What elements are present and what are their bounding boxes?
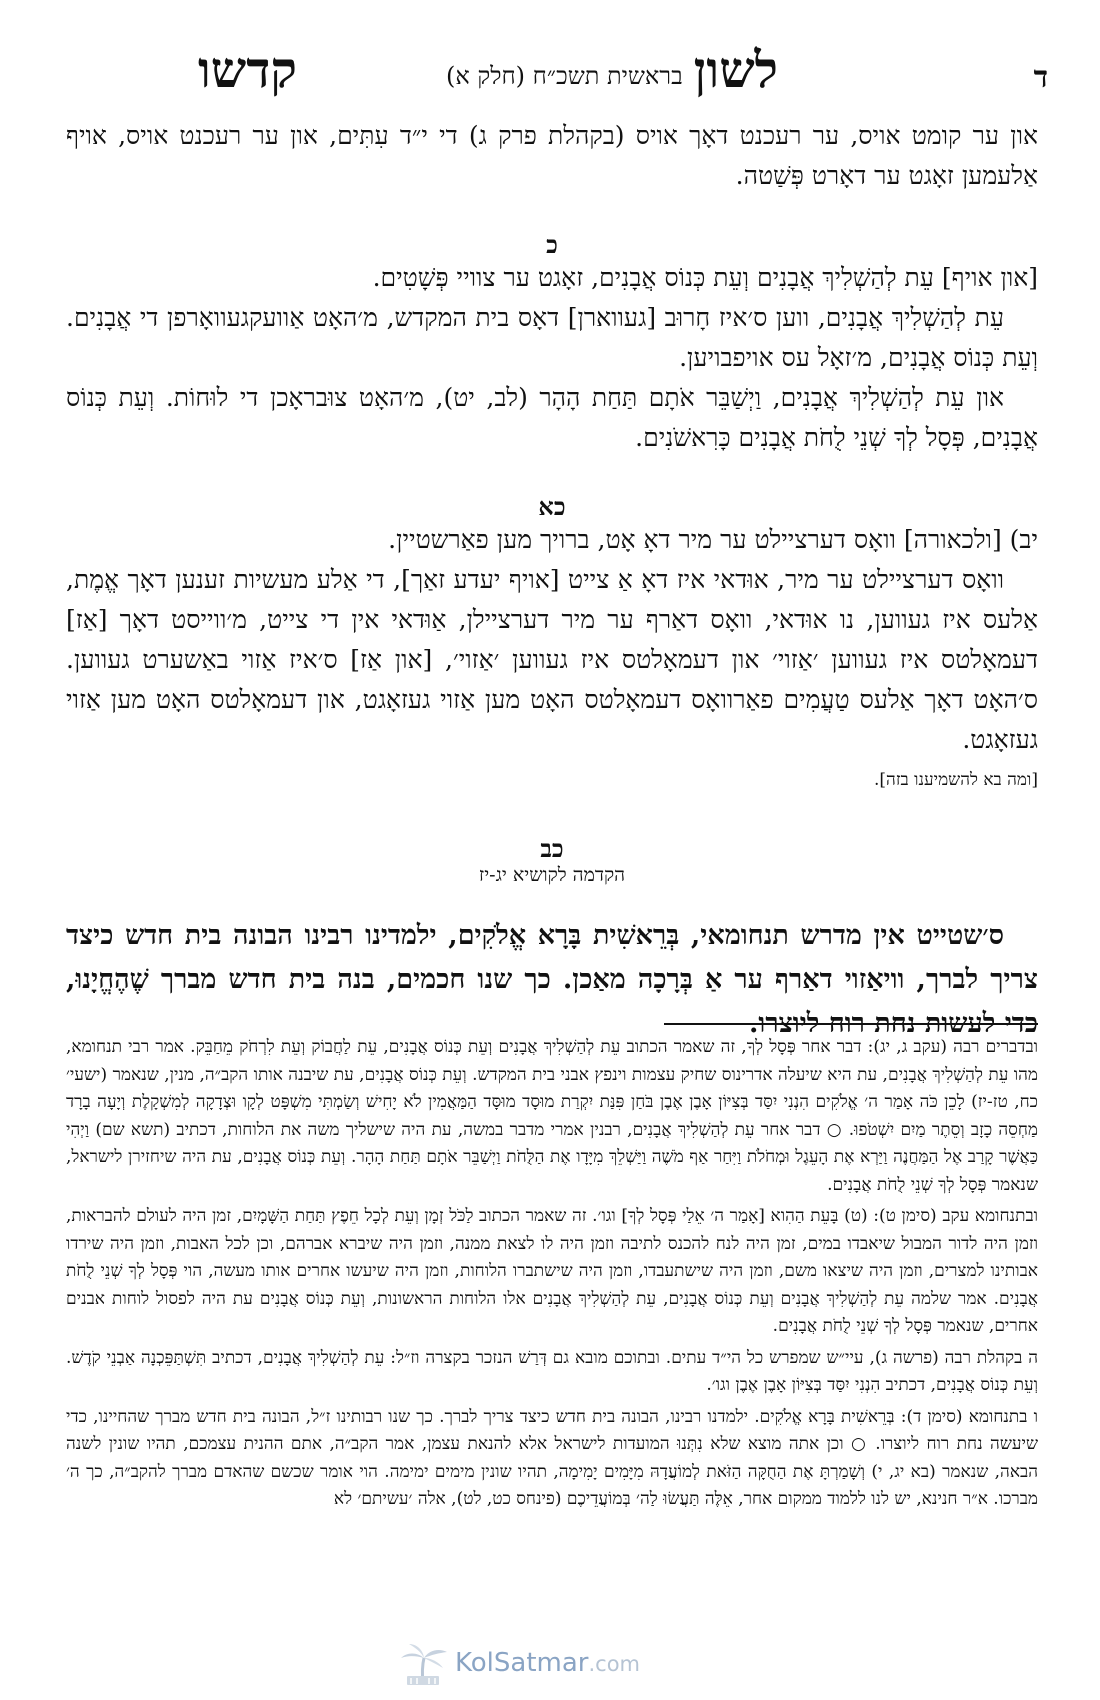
paragraph: [און אויף] עֵת לְהַשְׁלִיךְ אֲבָנִים וְעֵת כְּנוֹס אֲבָנִים, זאָגט ער צוויי פְּשָׁטִים. — [372, 263, 1038, 292]
footnote: ובתנחומא עקב (סימן ט): (ט) בָּעֵת הַהִוא [אָמַר ה׳ אֵלַי פְּסָל לְךָ] וגו׳. זה שאמר הכתוב לַכֹּל זְמָן וְעֵת לְכָל חֵפֶץ תַּחַת הַשָּׁמָיִם, זמן היה לעולם להבראות, וזמן היה לדור המבול שיאבדו במים, זמן היה לנח להכנס לתיבה וזמן היה לו לצאת ממנה, וזמן היה שיברא אברהם, וכן לכל האבות, וזמן היה שירדו אבותינו למצרים, וזמן היה שיצאו משם, וזמן היה שישתעבדו, וזמן היה שישתברו הלוחות, וזמן היה שיעשו אחרים אותו מעשה, הוי פְּסָל לְךָ שְׁנֵי לֻחֹת אֲבָנִים. אמר שלמה עֵת לְהַשְׁלִיךְ אֲבָנִים וְעֵת כְּנוֹס אֲבָנִים, עֵת לְהַשְׁלִיךְ אֲבָנִים אלו הלוחות הראשונות, וְעֵת כְּנוֹס אֲבָנִים עת היה לפסול לוחות אבנים אחרים, שנאמר פְּסָל לְךָ שְׁנֵי לֻחֹת אֲבָנִים. — [66, 1206, 1038, 1336]
footnote: ה בקהלת רבה (פרשה ג), עיי״ש שמפרש כל הי״ד עתים. ובתוכם מובא גם דְּרַשׁ הנזכר בקצרה וז״ל: עֵת לְהַשְׁלִיךְ אֲבָנִים, דכתיב תִּשְׁתַּפֵּכְנָה אַבְנֵי קֹדֶשׁ. וְעֵת כְּנוֹס אֲבָנִים, דכתיב הִנְנִי יִסַּד בְּצִיּוֹן אָבֶן אֶבֶן וגו׳. — [66, 1347, 1038, 1395]
watermark-tld: .com — [588, 1652, 640, 1676]
page-number: ד — [1033, 60, 1048, 95]
palm-tree-icon — [395, 1640, 451, 1688]
paragraph: וואָס דערציילט ער מיר, אוּדאי איז דאָ אַ צייט [אויף יעדע זאַך], די אַלע מעשיות זענען דאָך אֱמֶת, אַלעס איז געווען, נו אוּדאי, וואָס דאַרף ער מיר דערציילן, אַוּדאי אין די צייט, מ׳ווייסט דאָך [אַז] דעמאָלטס איז געווען ׳אַזוי׳ און דעמאָלטס איז געווען ׳אַזוי׳, [און אַז] ס׳איז אַזוי באַשערט געווען. ס׳האָט דאָך אַלעס טַעֲמִים פאַרוואָס דעמאָלטס האָט מען אַזוי געזאָגט, און דעמאָלטס האָט מען אַזוי געזאָגט. — [66, 565, 1038, 754]
footnote: ובדברים רבה (עקב ג, יג): דבר אחר פְּסָל לְךָ, זה שאמר הכתוב עֵת לְהַשְׁלִיךְ אֲבָנִים וְעֵת כְּנוֹס אֲבָנִים, עֵת לַחֲבוֹק וְעֵת לִרְחֹק מֵחַבֵּק. אמר רבי תנחומא, מהו עֵת לְהַשְׁלִיךְ אֲבָנִים, עת היא שיעלה אדרינוס שחיק עצמות וינפץ אבני בית המקדש. וְעֵת כְּנוֹס אֲבָנִים, עת שיבנה אותו הקב״ה, מנין, שנאמר (ישעי׳ כח, טז-יז) לָכֵן כֹּה אָמַר ה׳ אֱלֹקִים הִנְנִי יִסַּד בְּצִיּוֹן אָבֶן אֶבֶן בֹּחַן פִּנַּת יִקְרַת מוּסָד מוּסָּד הַמַּאֲמִין לֹא יָחִישׁ וְשַׂמְתִּי מִשְׁפָּט לְקָו וּצְדָקָה לְמִשְׁקָלֶת וְיָעָה בָרָד מַחְסֵה כָזָב וְסֵתֶר מַיִם יִשְׁטֹפוּ. ○ דבר אחר עֵת לְהַשְׁלִיךְ אֲבָנִים, רבנין אמרי מדבר במשה, עת היה שישליך משה את הלוחות, דכתיב (תשא שם) וַיְהִי כַּאֲשֶׁר קָרַב אֶל הַמַּחֲנֶה וַיַּרְא אֶת הָעֵגֶל וּמְחֹלֹת וַיִּחַר אַף מֹשֶׁה וַיַּשְׁלֵךְ מִיָּדָו אֶת הַלֻּחֹת וַיְשַׁבֵּר אֹתָם תַּחַת הָהָר. וְעֵת כְּנוֹס אֲבָנִים, עת היה שיחזירן לישראל, שנאמר פְּסָל לְךָ שְׁנֵי לֻחֹת אֲבָנִים. — [66, 1037, 1038, 1195]
footnote-divider — [664, 1023, 1038, 1025]
paragraph: יב) [ולכאורה] וואָס דערציילט ער מיר דאָ אָט, ברויך מען פאַרשטיין. — [388, 525, 1038, 554]
watermark — [395, 1640, 655, 1688]
paragraph: און עֵת לְהַשְׁלִיךְ אֲבָנִים, וַיְשַׁבֵּר אֹתָם תַּחַת הָהָר (לב, יט), מ׳האָט צוּבראָכן די לוּחוֹת. וְעֵת כְּנוֹס אֲבָנִים, פְּסָל לְךָ שְׁנֵי לֻחֹת אֲבָנִים כָּרִאשֹׁנִים. — [66, 383, 1038, 452]
footnotes — [66, 1034, 1038, 1518]
section-heading: כ — [546, 230, 558, 259]
paragraph-note: [ומה בא להשמיענו בזה]. — [874, 770, 1038, 790]
page-header — [58, 40, 1048, 100]
section-heading: כב — [540, 834, 564, 863]
paragraph: און ער קומט אויס, ער רעכנט דאָך אויס (בקהלת פרק ג) די י״ד עִתִּים, און ער רעכנט אויס, אויף אַלעמען זאָגט ער דאָרט פְּשַׁטה. — [66, 121, 1038, 190]
running-title-left: קדשו — [198, 40, 297, 99]
running-subtitle: בראשית תשכ״ח (חלק א) — [446, 62, 683, 90]
footnote: ו בתנחומא (סימן ד): בְּרֵאשִׁית בָּרָא אֱלֹקִים. ילמדנו רבינו, הבונה בית חדש כיצד צריך לברך. כך שנו רבותינו ז״ל, הבונה בית חדש מברך שהחיינו, כדי שיעשה נחת רוח ליוצרו. ○ וכן אתה מוצא שלא נִתְּנוּ המועדות לישראל אלא להנאת עצמן, אמר הקב״ה, אתם ההנית עצמכם, תהיו שונין לשנה הבאה, שנאמר (בא יג, י) וְשָׁמַרְתָּ אֶת הַחֻקָּה הַזֹּאת לְמוֹעֲדָהּ מִיָּמִים יָמִימָה, תהיו שונין מימים ימימה. הוי אומר שכשם שהאדם מברך להקב״ה, כך ה׳ מברכו. א״ר חנינא, יש לנו ללמוד ממקום אחר, אֵלֶּה תַּעֲשׂוּ לַה׳ בְּמוֹעֲדֵיכֶם (פינחס כט, לט), אלה ׳עשיתם׳ לא — [66, 1406, 1038, 1509]
watermark-text — [455, 1648, 640, 1678]
main-text — [66, 116, 1038, 1046]
section-subheading: הקדמה לקושיא יג-יז — [478, 864, 626, 886]
running-title-right: לשון — [693, 40, 778, 99]
watermark-name: KolSatmar — [455, 1648, 589, 1678]
paragraph: ס׳שטייט אין מדרש תנחומאי, בְּרֵאשִׁית בָּרָא אֱלֹקִים, ילמדינו רבינו הבונה בית חדש כיצד צריך לברך, וויאַזוי דאַרף ער אַ בְּרָכָה מאַכן. כך שנו חכמים, בנה בית חדש מברך שֶׁהֶחֱיָנוּ, כדי לעשות נחת רוח ליוצרו. — [66, 920, 1038, 1039]
section-heading: כא — [538, 492, 566, 521]
paragraph: עֵת לְהַשְׁלִיךְ אֲבָנִים, ווען ס׳איז חָרוּב [געווארן] דאָס בית המקדש, מ׳האָט אַוועקגעוואָרפן די אֲבָנִים. וְעֵת כְּנוֹס אֲבָנִים, מ׳זאָל עס אויפבויען. — [66, 303, 1038, 372]
